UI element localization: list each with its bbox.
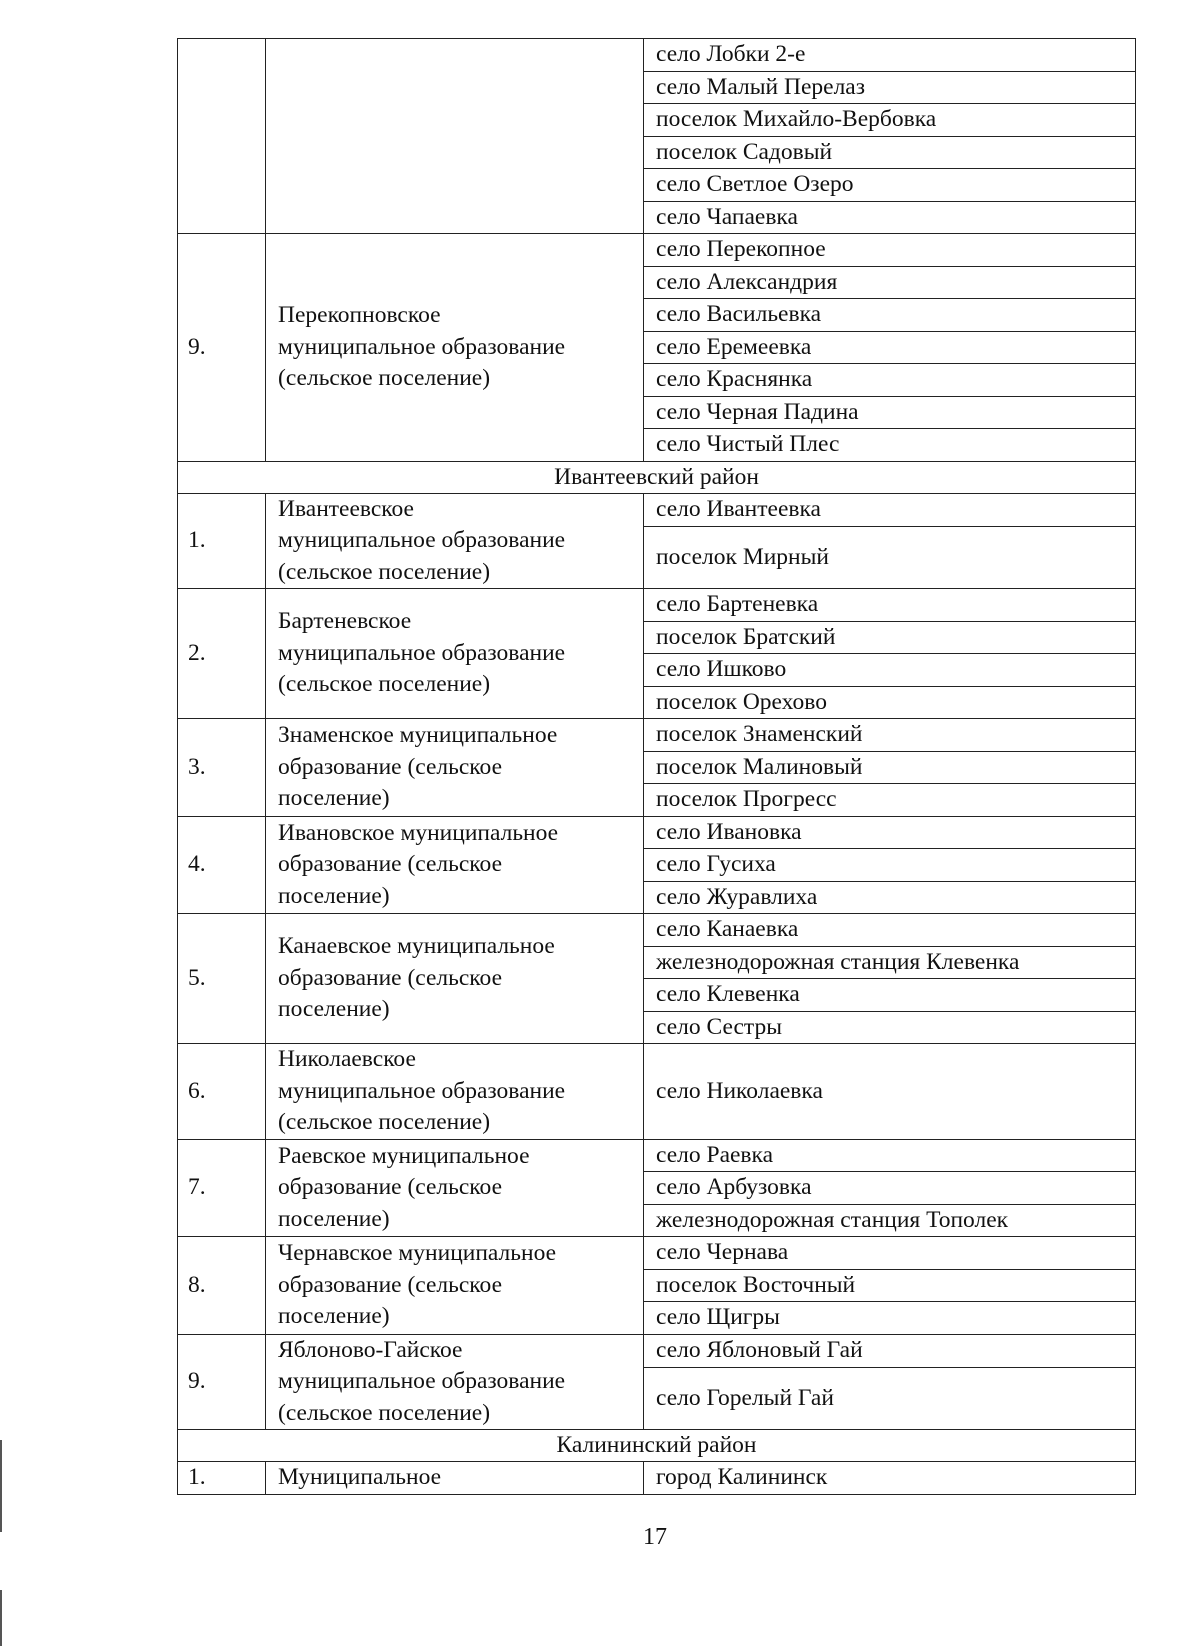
municipality-name-line: Перекопновское xyxy=(278,302,441,328)
table-row xyxy=(178,1139,1136,1172)
table-row xyxy=(178,1334,1136,1367)
row-number: 7. xyxy=(178,1139,266,1237)
scan-edge-mark xyxy=(0,1590,2,1646)
row-number: 9. xyxy=(178,234,266,462)
municipality-name-line: Муниципальное xyxy=(278,1464,442,1490)
scan-edge-mark xyxy=(0,1440,2,1532)
table-row xyxy=(178,1462,1136,1495)
row-number: 8. xyxy=(178,1237,266,1335)
settlement-name: село Горелый Гай xyxy=(644,1367,1136,1429)
municipality-name-line: поселение) xyxy=(278,1303,390,1329)
settlement-name: поселок Мирный xyxy=(644,526,1136,588)
municipality-name-line: Знаменское муниципальное xyxy=(278,722,558,748)
municipality-name-line: Ивантеевское xyxy=(278,495,414,522)
table-row xyxy=(178,234,1136,267)
municipality-name-line: (сельское поселение) xyxy=(278,558,491,585)
municipality-name xyxy=(266,1334,644,1430)
table-row xyxy=(178,816,1136,849)
settlement-name: поселок Малиновый xyxy=(644,751,1136,784)
municipality-name-line: образование (сельское xyxy=(278,851,502,877)
settlement-name: село Перекопное xyxy=(644,234,1136,267)
settlement-name: село Чернава xyxy=(644,1237,1136,1270)
settlement-name: поселок Михайло-Вербовка xyxy=(644,104,1136,137)
row-number: 4. xyxy=(178,816,266,914)
district-heading: Калининский район xyxy=(178,1430,1136,1462)
table-row xyxy=(178,719,1136,752)
municipality-name-line: муниципальное образование xyxy=(278,639,566,666)
municipality-name-line: поселение) xyxy=(278,996,390,1023)
settlement-name: село Еремеевка xyxy=(644,331,1136,364)
settlement-name: поселок Знаменский xyxy=(644,719,1136,752)
settlement-name: поселок Прогресс xyxy=(644,784,1136,817)
settlement-name: село Николаевка xyxy=(644,1044,1136,1140)
municipality-name-line: образование (сельское xyxy=(278,964,502,991)
municipality-name-line: поселение) xyxy=(278,1205,390,1232)
settlement-name: поселок Восточный xyxy=(644,1269,1136,1302)
settlement-name: село Гусиха xyxy=(644,849,1136,882)
municipality-name xyxy=(266,589,644,719)
settlement-name: поселок Братский xyxy=(644,621,1136,654)
settlement-name: село Чапаевка xyxy=(644,201,1136,234)
municipality-name xyxy=(266,234,644,462)
row-number: 6. xyxy=(178,1044,266,1140)
municipality-name xyxy=(266,1462,644,1495)
row-number: 1. xyxy=(178,493,266,589)
row-number: 1. xyxy=(178,1462,266,1495)
settlement-name: село Малый Перелаз xyxy=(644,71,1136,104)
settlements-table xyxy=(177,38,1136,1495)
table-row xyxy=(178,1237,1136,1270)
municipality-name-line: образование (сельское xyxy=(278,753,502,780)
table-row xyxy=(178,1044,1136,1140)
settlement-name: село Раевка xyxy=(644,1139,1136,1172)
settlement-name: село Черная Падина xyxy=(644,396,1136,429)
table-row xyxy=(178,914,1136,947)
municipality-name-line: муниципальное образование xyxy=(278,1077,566,1104)
municipality-name xyxy=(266,1139,644,1237)
district-heading: Ивантеевский район xyxy=(178,461,1136,493)
municipality-name-line: образование (сельское xyxy=(278,1271,502,1298)
municipality-name-line: (сельское поселение) xyxy=(278,671,491,698)
settlement-name: село Бартеневка xyxy=(644,589,1136,622)
municipality-name-line: Бартеневское xyxy=(278,608,412,635)
settlement-name: село Ивановка xyxy=(644,816,1136,849)
settlement-name: город Калининск xyxy=(644,1462,1136,1495)
municipality-name-line: Ивановское муниципальное xyxy=(278,819,559,846)
page-number: 17 xyxy=(643,1524,667,1550)
settlement-name: село Сестры xyxy=(644,1011,1136,1044)
row-number: 9. xyxy=(178,1334,266,1430)
settlement-name: село Краснянка xyxy=(644,364,1136,397)
municipality-name xyxy=(266,914,644,1044)
settlement-name: село Клевенка xyxy=(644,979,1136,1012)
municipality-name-line: муниципальное образование xyxy=(278,527,566,553)
settlement-name: село Арбузовка xyxy=(644,1172,1136,1205)
table-row xyxy=(178,493,1136,526)
settlement-name: село Щигры xyxy=(644,1302,1136,1335)
settlement-name: село Журавлиха xyxy=(644,881,1136,914)
municipality-name-line: (сельское поселение) xyxy=(278,1399,491,1426)
settlement-name: село Лобки 2-е xyxy=(644,39,1136,72)
settlement-name: село Ивантеевка xyxy=(644,493,1136,526)
municipality-name-line: Чернавское муниципальное xyxy=(278,1240,557,1266)
settlement-name: село Александрия xyxy=(644,266,1136,299)
municipality-name xyxy=(266,39,644,234)
settlement-name: поселок Орехово xyxy=(644,686,1136,719)
settlement-name: поселок Садовый xyxy=(644,136,1136,169)
district-row xyxy=(178,1430,1136,1462)
table-row xyxy=(178,39,1136,72)
municipality-name xyxy=(266,1237,644,1335)
settlement-name: село Ишково xyxy=(644,654,1136,687)
municipality-name-line: Яблоново-Гайское xyxy=(278,1336,463,1363)
settlement-name: село Светлое Озеро xyxy=(644,169,1136,202)
settlement-name: село Чистый Плес xyxy=(644,429,1136,462)
municipality-name-line: Канаевское муниципальное xyxy=(278,933,555,960)
settlement-name: железнодорожная станция Тополек xyxy=(644,1204,1136,1237)
municipality-name xyxy=(266,493,644,589)
municipality-name-line: поселение) xyxy=(278,785,390,811)
municipality-name-line: Николаевское xyxy=(278,1046,416,1072)
municipality-name-line: (сельское поселение) xyxy=(278,1109,491,1135)
row-number: 5. xyxy=(178,914,266,1044)
municipality-name-line: муниципальное образование xyxy=(278,1368,566,1394)
row-number: 2. xyxy=(178,589,266,719)
municipality-name-line: образование (сельское xyxy=(278,1174,502,1200)
municipality-name-line: Раевское муниципальное xyxy=(278,1142,530,1169)
settlement-name: село Васильевка xyxy=(644,299,1136,332)
municipality-name-line: (сельское поселение) xyxy=(278,365,491,391)
municipality-name-line: муниципальное образование xyxy=(278,333,566,360)
municipality-name xyxy=(266,816,644,914)
row-number: 3. xyxy=(178,719,266,817)
municipality-name xyxy=(266,1044,644,1140)
settlement-name: село Яблоновый Гай xyxy=(644,1334,1136,1367)
table-row xyxy=(178,589,1136,622)
district-row xyxy=(178,461,1136,493)
municipality-name-line: поселение) xyxy=(278,882,390,909)
municipality-name xyxy=(266,719,644,817)
settlement-name: село Канаевка xyxy=(644,914,1136,947)
row-number xyxy=(178,39,266,234)
settlement-name: железнодорожная станция Клевенка xyxy=(644,946,1136,979)
